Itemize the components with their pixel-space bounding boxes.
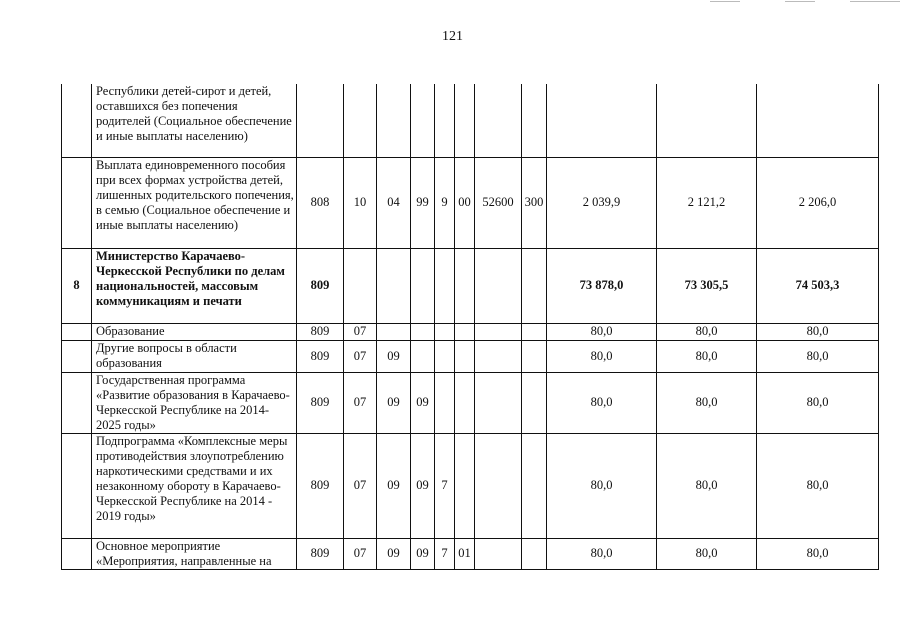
row-number: 8: [62, 248, 92, 323]
amount-year-2: 80,0: [657, 323, 757, 340]
table-row: [62, 248, 879, 323]
amount-year-1: 80,0: [547, 323, 657, 340]
amount-year-1: 80,0: [547, 433, 657, 538]
program-code: [411, 340, 435, 372]
expense-name: Основное мероприятие «Мероприятия, направленные на: [92, 538, 297, 569]
event-code: [455, 433, 475, 538]
section-code: [344, 84, 377, 157]
table-row: [62, 340, 879, 372]
amount-year-3: 2 206,0: [757, 157, 879, 248]
expense-type-code: 300: [522, 157, 547, 248]
expense-type-code: [522, 248, 547, 323]
program-code: 09: [411, 372, 435, 433]
direction-code: [475, 340, 522, 372]
program-code: 99: [411, 157, 435, 248]
row-number: [62, 538, 92, 569]
amount-year-1: 80,0: [547, 372, 657, 433]
program-code: [411, 248, 435, 323]
table-row: [62, 157, 879, 248]
grbs-code: 808: [297, 157, 344, 248]
subprogram-code: 7: [435, 538, 455, 569]
subsection-code: 09: [377, 538, 411, 569]
subprogram-code: 9: [435, 157, 455, 248]
amount-year-2: 80,0: [657, 372, 757, 433]
expense-type-code: [522, 340, 547, 372]
subprogram-code: 7: [435, 433, 455, 538]
expense-name: Республики детей-сирот и детей, оставшихся без попечения родителей (Социальное обеспечение и иные выплаты населению): [92, 84, 297, 157]
expense-name: Министерство Карачаево-Черкесской Республики по делам национальностей, массовым коммуникациям и печати: [92, 248, 297, 323]
amount-year-1: [547, 84, 657, 157]
amount-year-3: 80,0: [757, 372, 879, 433]
section-code: 10: [344, 157, 377, 248]
subprogram-code: [435, 248, 455, 323]
expense-type-code: [522, 323, 547, 340]
direction-code: [475, 372, 522, 433]
direction-code: 52600: [475, 157, 522, 248]
table-row: [62, 433, 879, 538]
row-number: [62, 84, 92, 157]
amount-year-3: 80,0: [757, 433, 879, 538]
amount-year-1: 73 878,0: [547, 248, 657, 323]
section-code: 07: [344, 433, 377, 538]
grbs-code: 809: [297, 340, 344, 372]
grbs-code: 809: [297, 323, 344, 340]
section-code: 07: [344, 340, 377, 372]
program-code: [411, 84, 435, 157]
subprogram-code: [435, 340, 455, 372]
event-code: [455, 84, 475, 157]
row-number: [62, 340, 92, 372]
amount-year-3: [757, 84, 879, 157]
expense-type-code: [522, 433, 547, 538]
expense-name: Выплата единовременного пособия при всех формах устройства детей, лишенных родительского попечения, в семью (Социальное обеспечение и иные выплаты населению): [92, 157, 297, 248]
subsection-code: [377, 248, 411, 323]
direction-code: [475, 538, 522, 569]
direction-code: [475, 248, 522, 323]
section-code: 07: [344, 538, 377, 569]
program-code: 09: [411, 538, 435, 569]
section-code: 07: [344, 323, 377, 340]
amount-year-3: 74 503,3: [757, 248, 879, 323]
subsection-code: 09: [377, 340, 411, 372]
section-code: 07: [344, 372, 377, 433]
amount-year-3: 80,0: [757, 340, 879, 372]
expense-name: Образование: [92, 323, 297, 340]
budget-table: [61, 84, 879, 570]
subprogram-code: [435, 372, 455, 433]
event-code: [455, 372, 475, 433]
event-code: 00: [455, 157, 475, 248]
expense-name: Государственная программа «Развитие образования в Карачаево-Черкесской Республике на 2014-2025 годы»: [92, 372, 297, 433]
row-number: [62, 372, 92, 433]
event-code: [455, 323, 475, 340]
subprogram-code: [435, 84, 455, 157]
direction-code: [475, 433, 522, 538]
table-row: [62, 323, 879, 340]
subsection-code: 04: [377, 157, 411, 248]
table-row: [62, 372, 879, 433]
page-number: 121: [442, 29, 463, 44]
subsection-code: [377, 84, 411, 157]
subsection-code: [377, 323, 411, 340]
amount-year-2: [657, 84, 757, 157]
grbs-code: 809: [297, 248, 344, 323]
amount-year-1: 80,0: [547, 340, 657, 372]
amount-year-2: 2 121,2: [657, 157, 757, 248]
expense-type-code: [522, 538, 547, 569]
amount-year-2: 73 305,5: [657, 248, 757, 323]
amount-year-1: 80,0: [547, 538, 657, 569]
subprogram-code: [435, 323, 455, 340]
expense-type-code: [522, 84, 547, 157]
expense-name: Подпрограмма «Комплексные меры противодействия злоупотреблению наркотическими средствами и их незаконному обороту в Карачаево-Черкесской Республике на 2014 - 2019 годы»: [92, 433, 297, 538]
row-number: [62, 433, 92, 538]
grbs-code: 809: [297, 538, 344, 569]
table-row: [62, 84, 879, 157]
expense-name: Другие вопросы в области образования: [92, 340, 297, 372]
event-code: [455, 248, 475, 323]
direction-code: [475, 323, 522, 340]
expense-type-code: [522, 372, 547, 433]
amount-year-2: 80,0: [657, 433, 757, 538]
amount-year-1: 2 039,9: [547, 157, 657, 248]
event-code: [455, 340, 475, 372]
grbs-code: 809: [297, 372, 344, 433]
subsection-code: 09: [377, 372, 411, 433]
row-number: [62, 157, 92, 248]
grbs-code: 809: [297, 433, 344, 538]
amount-year-3: 80,0: [757, 538, 879, 569]
event-code: 01: [455, 538, 475, 569]
subsection-code: 09: [377, 433, 411, 538]
table-row: [62, 538, 879, 569]
row-number: [62, 323, 92, 340]
direction-code: [475, 84, 522, 157]
amount-year-3: 80,0: [757, 323, 879, 340]
scan-edge-marks: [700, 0, 905, 4]
amount-year-2: 80,0: [657, 340, 757, 372]
amount-year-2: 80,0: [657, 538, 757, 569]
program-code: 09: [411, 433, 435, 538]
program-code: [411, 323, 435, 340]
section-code: [344, 248, 377, 323]
grbs-code: [297, 84, 344, 157]
